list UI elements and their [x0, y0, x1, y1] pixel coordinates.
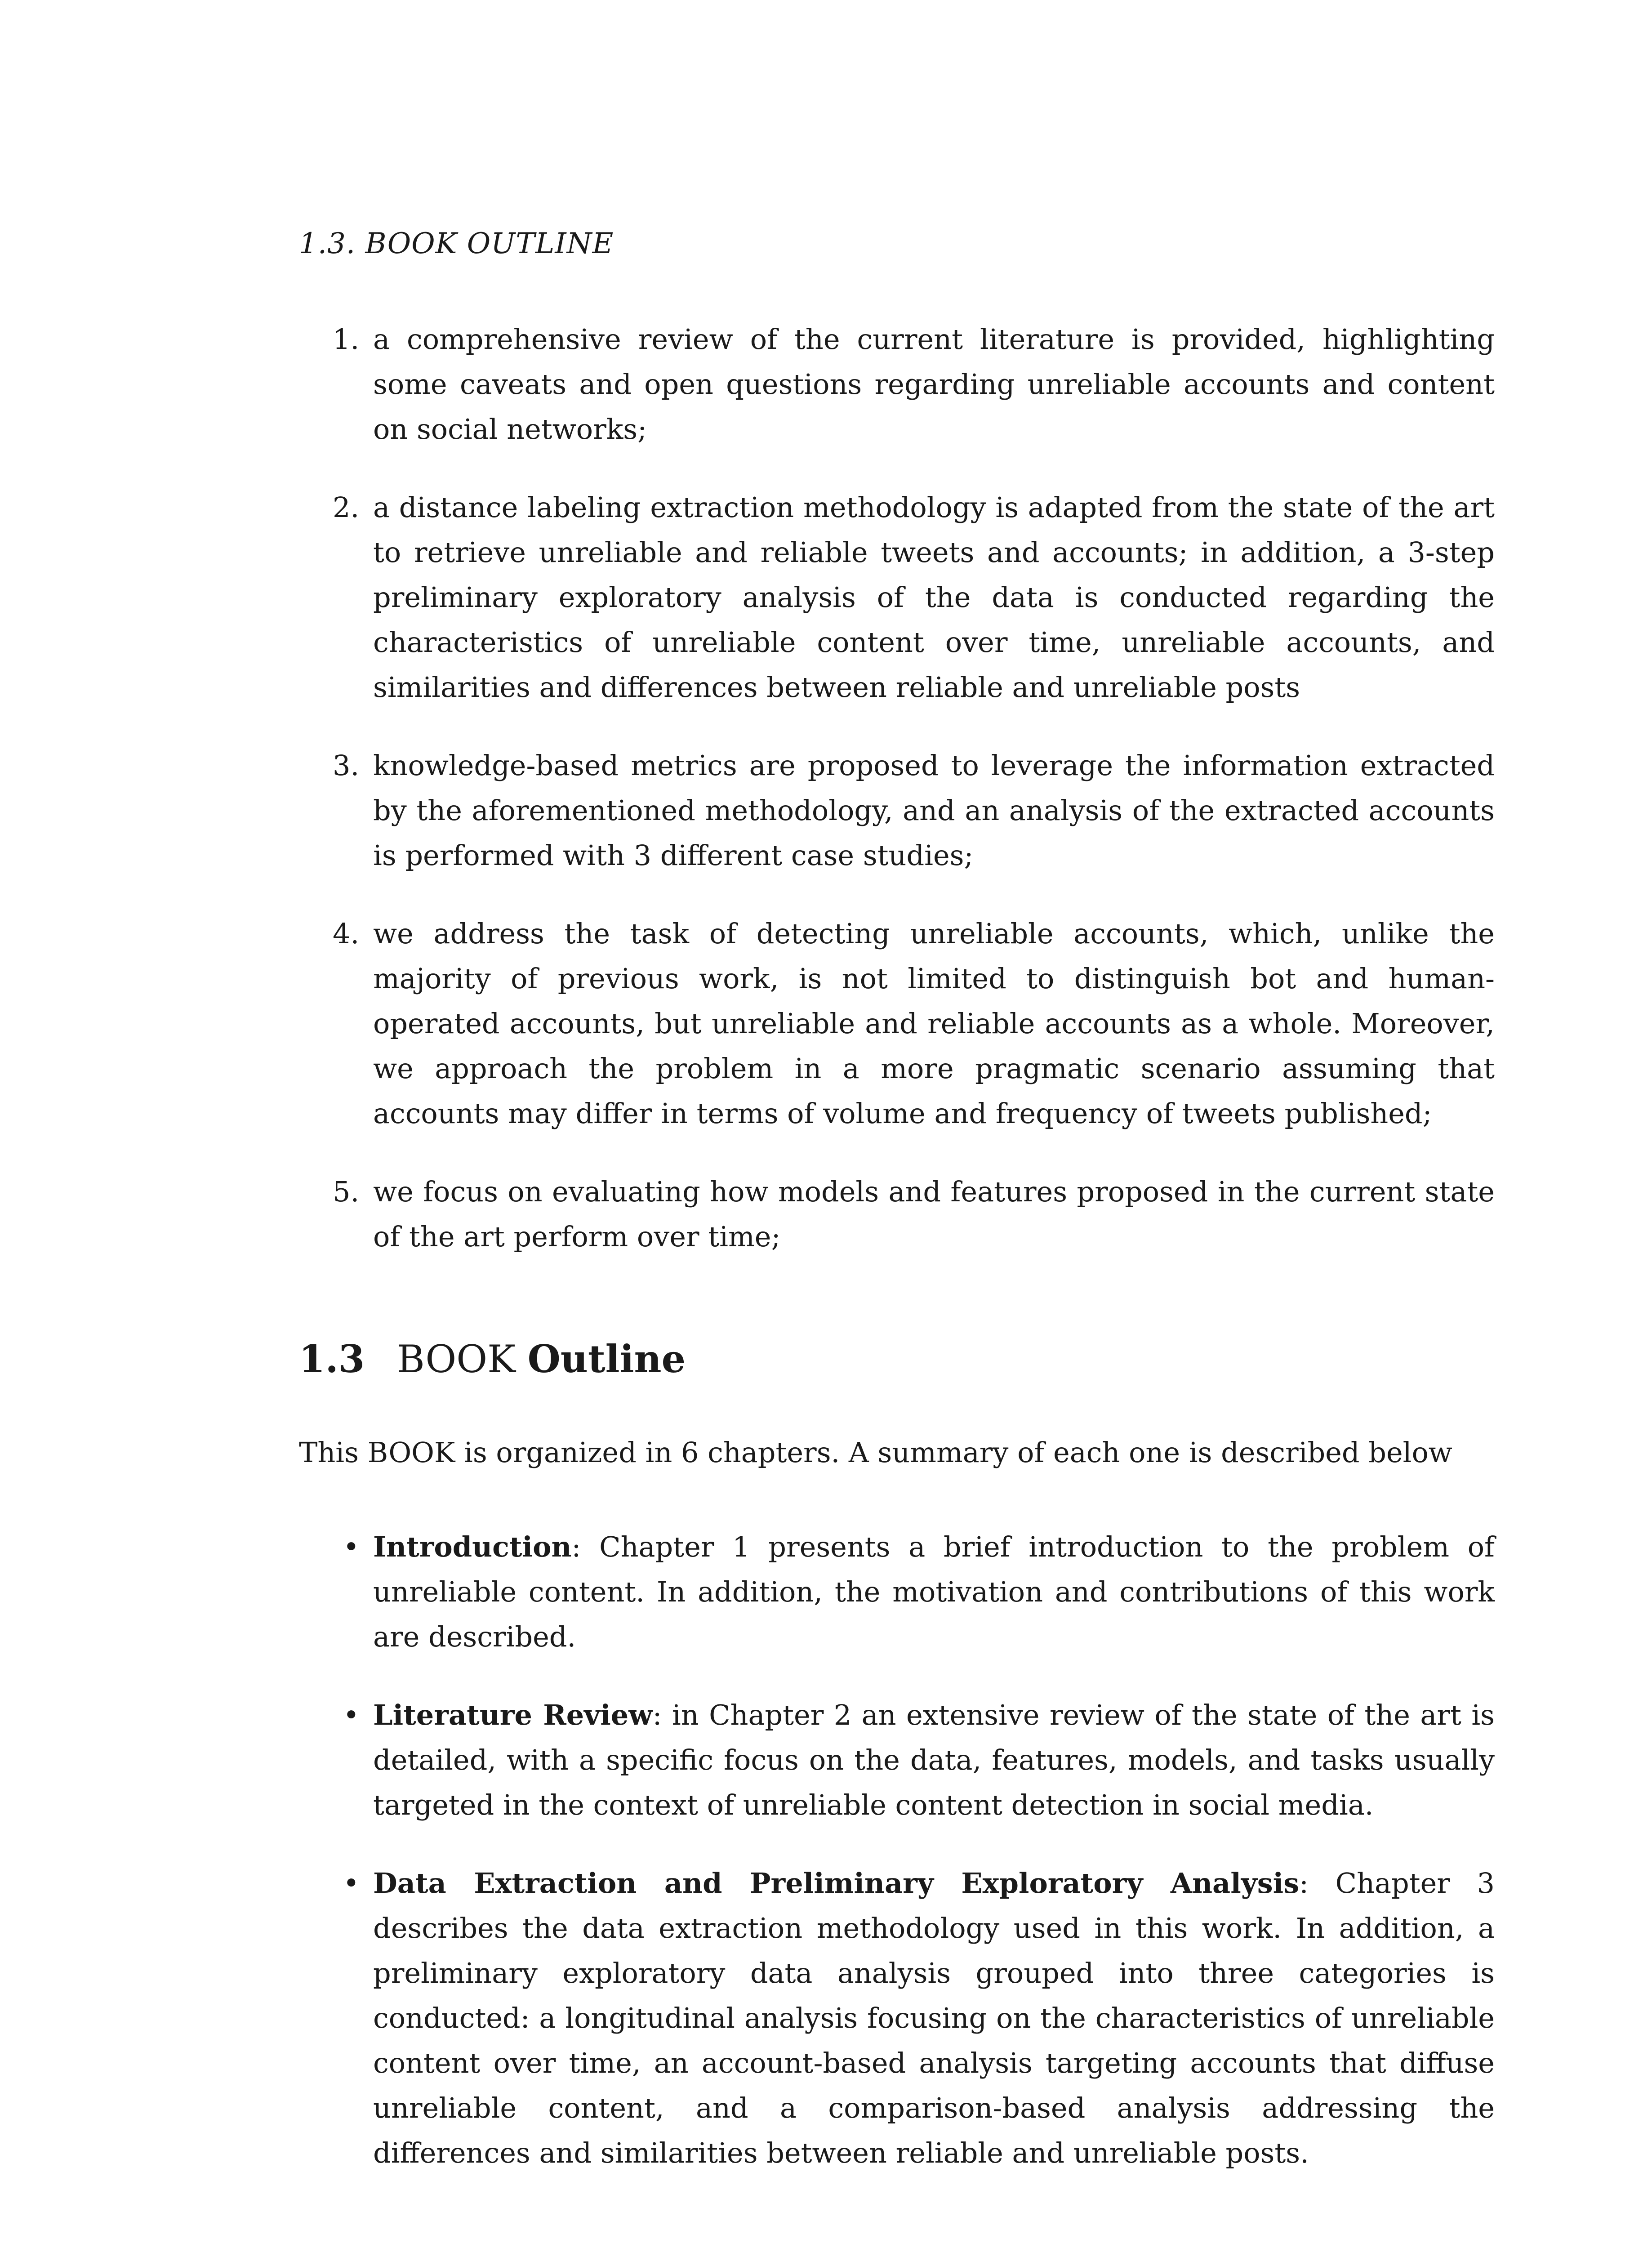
- bullet-icon: •: [343, 1530, 360, 1563]
- intro-paragraph: This BOOK is organized in 6 chapters. A summary of each one is described below: [299, 1436, 1452, 1469]
- chapter-term: Introduction: [373, 1530, 572, 1563]
- list-item: [299, 317, 1495, 452]
- list-item-number: 3.: [333, 749, 360, 782]
- list-item-text: we focus on evaluating how models and features proposed in the current state of the art perform over time;: [373, 1175, 1495, 1253]
- section-title-bold: Outline: [527, 1337, 686, 1381]
- contributions-list: [299, 317, 1495, 1259]
- chapter-description: : in Chapter 2 an extensive review of the state of the art is detailed, with a specific focus on the data, features, models, and tasks usually targeted in the context of unreliable content detection in social media.: [373, 1699, 1495, 1821]
- section-title-word: BOOK: [397, 1337, 516, 1381]
- list-item: [299, 1693, 1495, 1828]
- chapter-description: : Chapter 3 describes the data extraction methodology used in this work. In addition, a preliminary exploratory data analysis grouped into three categories is conducted: a longitudinal analysis focusing on the characteristics of unreliable content over time, an account-based analysis targeting accounts that diffuse unreliable content, and a comparison-based analysis addressing the differences and similarities between reliable and unreliable posts.: [373, 1867, 1495, 2169]
- list-item: [299, 1525, 1495, 1659]
- list-item: [299, 911, 1495, 1136]
- bullet-icon: •: [343, 1867, 360, 1900]
- chapter-term: Data Extraction and Preliminary Exploratory Analysis: [373, 1867, 1300, 1900]
- list-item-text: knowledge-based metrics are proposed to leverage the information extracted by the aforementioned methodology, and an analysis of the extracted accounts is performed with 3 different case studies;: [373, 749, 1495, 872]
- list-item-text: we address the task of detecting unreliable accounts, which, unlike the majority of previous work, is not limited to distinguish bot and human-operated accounts, but unreliable and reliable accounts as a whole. Moreover, we approach the problem in a more pragmatic scenario assuming that accounts may differ in terms of volume and frequency of tweets published;: [373, 917, 1495, 1130]
- chapter-term: Literature Review: [373, 1699, 653, 1731]
- list-item: [299, 1169, 1495, 1259]
- list-item-number: 4.: [333, 917, 360, 950]
- list-item: [299, 743, 1495, 878]
- running-head: 1.3. BOOK OUTLINE: [299, 227, 614, 260]
- list-item: [299, 1861, 1495, 2176]
- chapter-summary-list: [299, 1525, 1495, 2176]
- list-item-number: 2.: [333, 491, 360, 524]
- list-item-number: 1.: [333, 323, 360, 356]
- bullet-icon: •: [343, 1699, 360, 1731]
- section-heading: [299, 1337, 1495, 1382]
- page-content: [299, 317, 1495, 2209]
- list-item-number: 5.: [333, 1175, 360, 1208]
- list-item: [299, 485, 1495, 710]
- list-item-text: a comprehensive review of the current literature is provided, highlighting some caveats and open questions regarding unreliable accounts and content on social networks;: [373, 323, 1495, 446]
- list-item-text: a distance labeling extraction methodology is adapted from the state of the art to retrieve unreliable and reliable tweets and accounts; in addition, a 3-step preliminary exploratory analysis of the data is conducted regarding the characteristics of unreliable content over time, unreliable accounts, and similarities and differences between reliable and unreliable posts: [373, 491, 1495, 704]
- chapter-description: : Chapter 1 presents a brief introduction to the problem of unreliable content. In addition, the motivation and contributions of this work are described.: [373, 1530, 1495, 1653]
- section-number: 1.3: [299, 1337, 365, 1381]
